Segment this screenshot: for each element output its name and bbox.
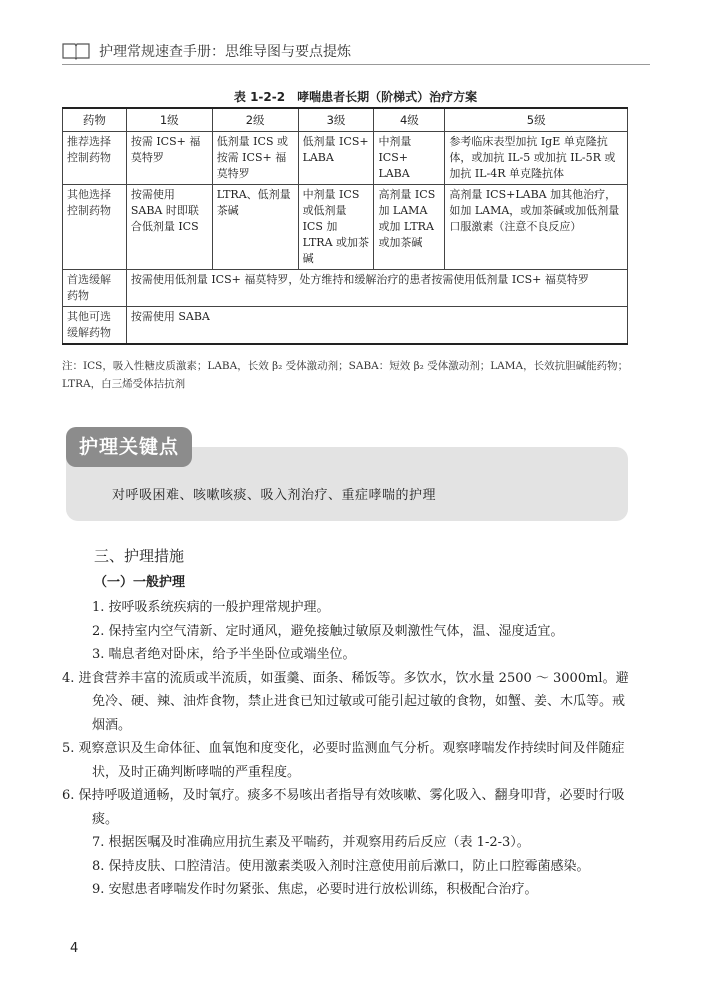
key-points-badge: 护理关键点	[66, 427, 192, 467]
table-cell: 低剂量 ICS+ LABA	[298, 132, 374, 185]
table-header: 5级	[445, 108, 628, 132]
table-cell: 高剂量 ICS+LABA 加其他治疗，如加 LAMA，或加茶碱或加低剂量口服激素（注意不良反应）	[445, 185, 628, 270]
row-label: 其他选择控制药物	[63, 185, 127, 270]
list-item: 8. 保持皮肤、口腔清洁。使用激素类吸入剂时注意使用前后漱口，防止口腔霉菌感染。	[92, 858, 590, 874]
section-title: 三、护理措施	[94, 547, 185, 565]
table-cell: 中剂量 ICS+ LABA	[374, 132, 445, 185]
list-item: 9. 安慰患者哮喘发作时勿紧张、焦虑，必要时进行放松训练，积极配合治疗。	[92, 882, 538, 897]
table-row	[63, 270, 628, 307]
table-header: 2级	[212, 108, 298, 132]
subsection-title: （一）一般护理	[94, 575, 186, 590]
row-label: 首选缓解药物	[63, 270, 127, 307]
table-cell: 按需 ICS+ 福莫特罗	[126, 132, 212, 185]
table-caption: 表 1-2-2 哮喘患者长期（阶梯式）治疗方案	[233, 90, 478, 104]
row-label: 其他可选缓解药物	[63, 307, 127, 345]
table-header: 药物	[63, 108, 127, 132]
list-item: 7. 根据医嘱及时准确应用抗生素及平喘药，并观察用药后反应（表 1-2-3）。	[92, 835, 530, 850]
list-item: 1. 按呼吸系统疾病的一般护理常规护理。	[92, 600, 330, 615]
treatment-table	[62, 107, 628, 345]
list-item: 2. 保持室内空气清新、定时通风，避免接触过敏原及刺激性气体，温、湿度适宜。	[92, 623, 564, 639]
table-row	[63, 185, 628, 270]
table-cell: 高剂量 ICS 加 LAMA 或加 LTRA 或加茶碱	[374, 185, 445, 270]
row-label: 推荐选择控制药物	[63, 132, 127, 185]
table-cell: 低剂量 ICS 或按需 ICS+ 福莫特罗	[212, 132, 298, 185]
table-header-row	[63, 108, 628, 132]
running-header	[62, 38, 650, 65]
table-cell: 中剂量 ICS 或低剂量 ICS 加 LTRA 或加茶碱	[298, 185, 374, 270]
table-cell: 按需使用 SABA 时即联合低剂量 ICS	[126, 185, 212, 270]
header-title: 护理常规速查手册：思维导图与要点提炼	[99, 44, 351, 60]
table-cell: 参考临床表型加抗 IgE 单克隆抗体，或加抗 IL-5 或加抗 IL-5R 或加抗 IL-4R 单克隆抗体	[445, 132, 628, 185]
table-cell: 按需使用 SABA	[126, 307, 627, 345]
table-cell: 按需使用低剂量 ICS+ 福莫特罗，处方维持和缓解治疗的患者按需使用低剂量 ICS+ 福莫特罗	[126, 270, 627, 307]
book-icon	[62, 42, 90, 60]
table-footnote: 注：ICS，吸入性糖皮质激素；LABA，长效 β₂ 受体激动剂；SABA：短效 β₂ 受体激动剂；LAMA，长效抗胆碱能药物；LTRA，白三烯受体拮抗剂	[62, 360, 629, 390]
table-header: 4级	[374, 108, 445, 132]
list-item: 3. 喘息者绝对卧床，给予半坐卧位或端坐位。	[92, 647, 356, 662]
table-row	[63, 132, 628, 185]
key-points-text: 对呼吸困难、咳嗽咳痰、吸入剂治疗、重症哮喘的护理	[112, 488, 437, 503]
care-items-list	[62, 596, 632, 902]
list-item: 5. 观察意识及生命体征、血氧饱和度变化，必要时监测血气分析。观察哮喘发作持续时间及伴随症状，及时正确判断哮喘的严重程度。	[62, 741, 625, 780]
page-number: 4	[70, 941, 79, 956]
table-header: 3级	[298, 108, 374, 132]
list-item: 6. 保持呼吸道通畅，及时氧疗。痰多不易咳出者指导有效咳嗽、雾化吸入、翻身叩背，必要时行吸痰。	[62, 788, 625, 827]
table-row	[63, 307, 628, 345]
list-item: 4. 进食营养丰富的流质或半流质，如蛋羹、面条、稀饭等。多饮水，饮水量 2500 ～ 3000ml。避免冷、硬、辣、油炸食物，禁止进食已知过敏或可能引起过敏的食物，如蟹、姜、木瓜等。戒烟酒。	[62, 670, 629, 733]
table-cell: LTRA、低剂量茶碱	[212, 185, 298, 270]
table-header: 1级	[126, 108, 212, 132]
